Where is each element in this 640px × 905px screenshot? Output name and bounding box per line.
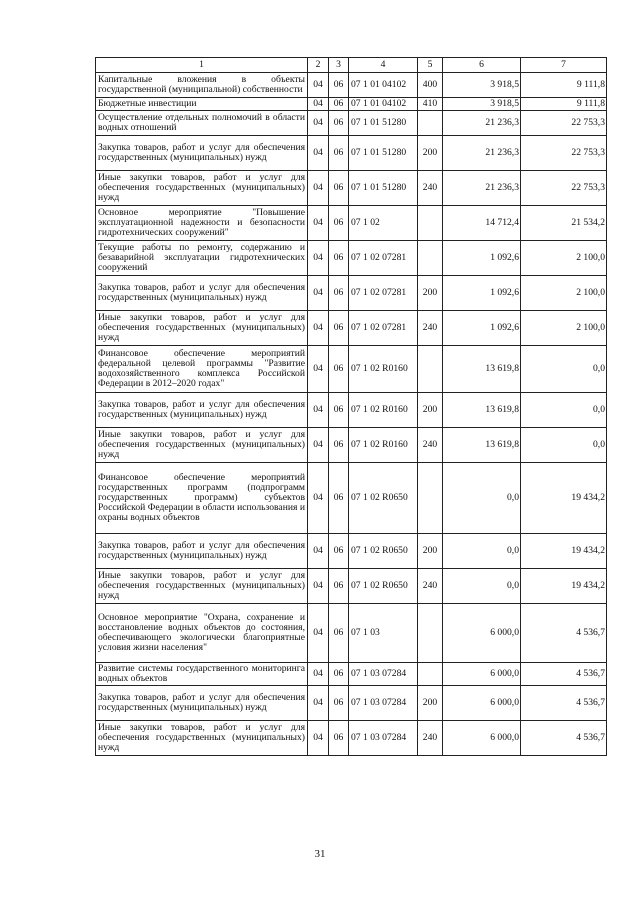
- cell-expense-type: 240: [418, 428, 443, 463]
- table-row: [96, 663, 607, 686]
- cell-expense-type: 200: [418, 534, 443, 569]
- cell-target-code: 07 1 03 07284: [349, 721, 418, 756]
- cell-expense-type: [418, 663, 443, 686]
- cell-amount-2: 19 434,2: [521, 569, 607, 604]
- table-header-row: [96, 58, 607, 73]
- cell-amount-1: 6 000,0: [443, 686, 521, 721]
- table-body: [96, 73, 607, 756]
- cell-name: Основное мероприятие "Охрана, сохранение и восстановление водных объектов до состояния, обеспечивающего экологически благоприятные условия жизни населения": [96, 604, 308, 663]
- cell-subsection: 06: [329, 686, 349, 721]
- cell-amount-2: 2 100,0: [521, 276, 607, 311]
- cell-target-code: 07 1 02 R0160: [349, 393, 418, 428]
- cell-amount-1: 13 619,8: [443, 428, 521, 463]
- cell-name: Основное мероприятие "Повышение эксплуатационной надежности и безопасности гидротехнических сооружений": [96, 206, 308, 241]
- cell-amount-2: 4 536,7: [521, 604, 607, 663]
- cell-section: 04: [308, 686, 329, 721]
- cell-name: Закупка товаров, работ и услуг для обеспечения государственных (муниципальных) нужд: [96, 276, 308, 311]
- cell-subsection: 06: [329, 98, 349, 111]
- table-row: [96, 206, 607, 241]
- cell-amount-1: 21 236,3: [443, 136, 521, 171]
- cell-name: Иные закупки товаров, работ и услуг для обеспечения государственных (муниципальных) нужд: [96, 171, 308, 206]
- cell-target-code: 07 1 02 R0650: [349, 569, 418, 604]
- cell-amount-2: 9 111,8: [521, 98, 607, 111]
- cell-amount-1: 13 619,8: [443, 393, 521, 428]
- cell-amount-1: 0,0: [443, 463, 521, 534]
- cell-expense-type: 400: [418, 73, 443, 98]
- cell-expense-type: [418, 463, 443, 534]
- cell-name: Капитальные вложения в объекты государственной (муниципальной) собственности: [96, 73, 308, 98]
- cell-expense-type: [418, 111, 443, 136]
- cell-amount-1: 3 918,5: [443, 73, 521, 98]
- cell-section: 04: [308, 276, 329, 311]
- cell-target-code: 07 1 01 04102: [349, 98, 418, 111]
- column-header-2: 2: [308, 58, 329, 73]
- cell-section: 04: [308, 393, 329, 428]
- cell-subsection: 06: [329, 171, 349, 206]
- cell-expense-type: 240: [418, 569, 443, 604]
- cell-target-code: 07 1 03 07284: [349, 663, 418, 686]
- column-header-6: 6: [443, 58, 521, 73]
- cell-target-code: 07 1 02 R0160: [349, 346, 418, 393]
- cell-amount-1: 6 000,0: [443, 604, 521, 663]
- cell-expense-type: 200: [418, 686, 443, 721]
- cell-amount-1: 21 236,3: [443, 171, 521, 206]
- cell-expense-type: 410: [418, 98, 443, 111]
- table-row: [96, 428, 607, 463]
- cell-target-code: 07 1 03: [349, 604, 418, 663]
- cell-section: 04: [308, 136, 329, 171]
- cell-target-code: 07 1 02 07281: [349, 276, 418, 311]
- cell-target-code: 07 1 02 R0650: [349, 534, 418, 569]
- cell-target-code: 07 1 01 51280: [349, 171, 418, 206]
- cell-subsection: 06: [329, 663, 349, 686]
- cell-name: Финансовое обеспечение мероприятий федеральной целевой программы "Развитие водохозяйственного комплекса Российской Федерации в 2012–2020 годах": [96, 346, 308, 393]
- cell-section: 04: [308, 604, 329, 663]
- table-row: [96, 98, 607, 111]
- cell-section: 04: [308, 428, 329, 463]
- table-row: [96, 241, 607, 276]
- cell-amount-1: 0,0: [443, 534, 521, 569]
- table-row: [96, 276, 607, 311]
- table-row: [96, 721, 607, 756]
- table-row: [96, 463, 607, 534]
- column-header-7: 7: [521, 58, 607, 73]
- cell-amount-2: 0,0: [521, 346, 607, 393]
- cell-subsection: 06: [329, 604, 349, 663]
- table-row: [96, 569, 607, 604]
- cell-expense-type: 200: [418, 276, 443, 311]
- cell-target-code: 07 1 02: [349, 206, 418, 241]
- cell-expense-type: [418, 206, 443, 241]
- column-header-5: 5: [418, 58, 443, 73]
- cell-amount-2: 0,0: [521, 428, 607, 463]
- cell-amount-1: 1 092,6: [443, 276, 521, 311]
- cell-subsection: 06: [329, 276, 349, 311]
- cell-expense-type: [418, 346, 443, 393]
- cell-section: 04: [308, 534, 329, 569]
- cell-section: 04: [308, 721, 329, 756]
- cell-amount-1: 14 712,4: [443, 206, 521, 241]
- cell-name: Бюджетные инвестиции: [96, 98, 308, 111]
- cell-name: Развитие системы государственного мониторинга водных объектов: [96, 663, 308, 686]
- cell-section: 04: [308, 241, 329, 276]
- table-row: [96, 73, 607, 98]
- cell-section: 04: [308, 111, 329, 136]
- cell-subsection: 06: [329, 569, 349, 604]
- cell-target-code: 07 1 01 51280: [349, 136, 418, 171]
- cell-subsection: 06: [329, 136, 349, 171]
- cell-amount-1: 21 236,3: [443, 111, 521, 136]
- table-row: [96, 111, 607, 136]
- page-number: 31: [314, 848, 326, 860]
- cell-section: 04: [308, 73, 329, 98]
- cell-target-code: 07 1 01 51280: [349, 111, 418, 136]
- cell-section: 04: [308, 663, 329, 686]
- cell-subsection: 06: [329, 311, 349, 346]
- cell-expense-type: 240: [418, 311, 443, 346]
- column-header-4: 4: [349, 58, 418, 73]
- cell-section: 04: [308, 206, 329, 241]
- table-row: [96, 393, 607, 428]
- cell-amount-2: 22 753,3: [521, 111, 607, 136]
- cell-amount-2: 0,0: [521, 393, 607, 428]
- cell-name: Финансовое обеспечение мероприятий государственных программ (подпрограмм государственных программ) субъектов Российской Федерации в области использования и охраны водных объектов: [96, 463, 308, 534]
- cell-name: Закупка товаров, работ и услуг для обеспечения государственных (муниципальных) нужд: [96, 534, 308, 569]
- cell-subsection: 06: [329, 206, 349, 241]
- cell-amount-1: 6 000,0: [443, 721, 521, 756]
- cell-expense-type: 200: [418, 136, 443, 171]
- cell-amount-1: 13 619,8: [443, 346, 521, 393]
- cell-subsection: 06: [329, 428, 349, 463]
- table-row: [96, 346, 607, 393]
- cell-name: Иные закупки товаров, работ и услуг для обеспечения государственных (муниципальных) нужд: [96, 569, 308, 604]
- column-header-3: 3: [329, 58, 349, 73]
- cell-amount-2: 22 753,3: [521, 136, 607, 171]
- cell-amount-2: 19 434,2: [521, 463, 607, 534]
- cell-name: Текущие работы по ремонту, содержанию и безаварийной эксплуатации гидротехнических сооружений: [96, 241, 308, 276]
- cell-amount-1: 0,0: [443, 569, 521, 604]
- cell-subsection: 06: [329, 346, 349, 393]
- cell-expense-type: [418, 604, 443, 663]
- cell-subsection: 06: [329, 73, 349, 98]
- cell-subsection: 06: [329, 463, 349, 534]
- cell-expense-type: 240: [418, 171, 443, 206]
- cell-subsection: 06: [329, 721, 349, 756]
- cell-amount-2: 19 434,2: [521, 534, 607, 569]
- table-row: [96, 686, 607, 721]
- cell-target-code: 07 1 02 R0160: [349, 428, 418, 463]
- cell-target-code: 07 1 03 07284: [349, 686, 418, 721]
- table-row: [96, 534, 607, 569]
- cell-target-code: 07 1 02 07281: [349, 241, 418, 276]
- cell-name: Иные закупки товаров, работ и услуг для обеспечения государственных (муниципальных) нужд: [96, 428, 308, 463]
- cell-target-code: 07 1 02 07281: [349, 311, 418, 346]
- cell-target-code: 07 1 01 04102: [349, 73, 418, 98]
- cell-name: Иные закупки товаров, работ и услуг для обеспечения государственных (муниципальных) нужд: [96, 721, 308, 756]
- cell-section: 04: [308, 346, 329, 393]
- budget-table: [95, 57, 607, 756]
- cell-expense-type: [418, 241, 443, 276]
- cell-target-code: 07 1 02 R0650: [349, 463, 418, 534]
- cell-subsection: 06: [329, 111, 349, 136]
- cell-amount-1: 3 918,5: [443, 98, 521, 111]
- cell-amount-2: 22 753,3: [521, 171, 607, 206]
- table-row: [96, 604, 607, 663]
- table-row: [96, 171, 607, 206]
- cell-section: 04: [308, 463, 329, 534]
- cell-subsection: 06: [329, 241, 349, 276]
- cell-section: 04: [308, 98, 329, 111]
- cell-amount-2: 21 534,2: [521, 206, 607, 241]
- cell-amount-1: 1 092,6: [443, 241, 521, 276]
- cell-name: Осуществление отдельных полномочий в области водных отношений: [96, 111, 308, 136]
- cell-name: Иные закупки товаров, работ и услуг для обеспечения государственных (муниципальных) нужд: [96, 311, 308, 346]
- cell-amount-2: 2 100,0: [521, 241, 607, 276]
- cell-amount-2: 4 536,7: [521, 663, 607, 686]
- cell-subsection: 06: [329, 534, 349, 569]
- table-row: [96, 311, 607, 346]
- column-header-1: 1: [96, 58, 308, 73]
- cell-amount-2: 2 100,0: [521, 311, 607, 346]
- cell-amount-1: 6 000,0: [443, 663, 521, 686]
- cell-amount-2: 4 536,7: [521, 721, 607, 756]
- cell-section: 04: [308, 311, 329, 346]
- cell-amount-2: 4 536,7: [521, 686, 607, 721]
- cell-name: Закупка товаров, работ и услуг для обеспечения государственных (муниципальных) нужд: [96, 393, 308, 428]
- cell-name: Закупка товаров, работ и услуг для обеспечения государственных (муниципальных) нужд: [96, 136, 308, 171]
- cell-amount-2: 9 111,8: [521, 73, 607, 98]
- cell-section: 04: [308, 171, 329, 206]
- cell-section: 04: [308, 569, 329, 604]
- cell-expense-type: 240: [418, 721, 443, 756]
- cell-name: Закупка товаров, работ и услуг для обеспечения государственных (муниципальных) нужд: [96, 686, 308, 721]
- cell-subsection: 06: [329, 393, 349, 428]
- table-row: [96, 136, 607, 171]
- cell-amount-1: 1 092,6: [443, 311, 521, 346]
- cell-expense-type: 200: [418, 393, 443, 428]
